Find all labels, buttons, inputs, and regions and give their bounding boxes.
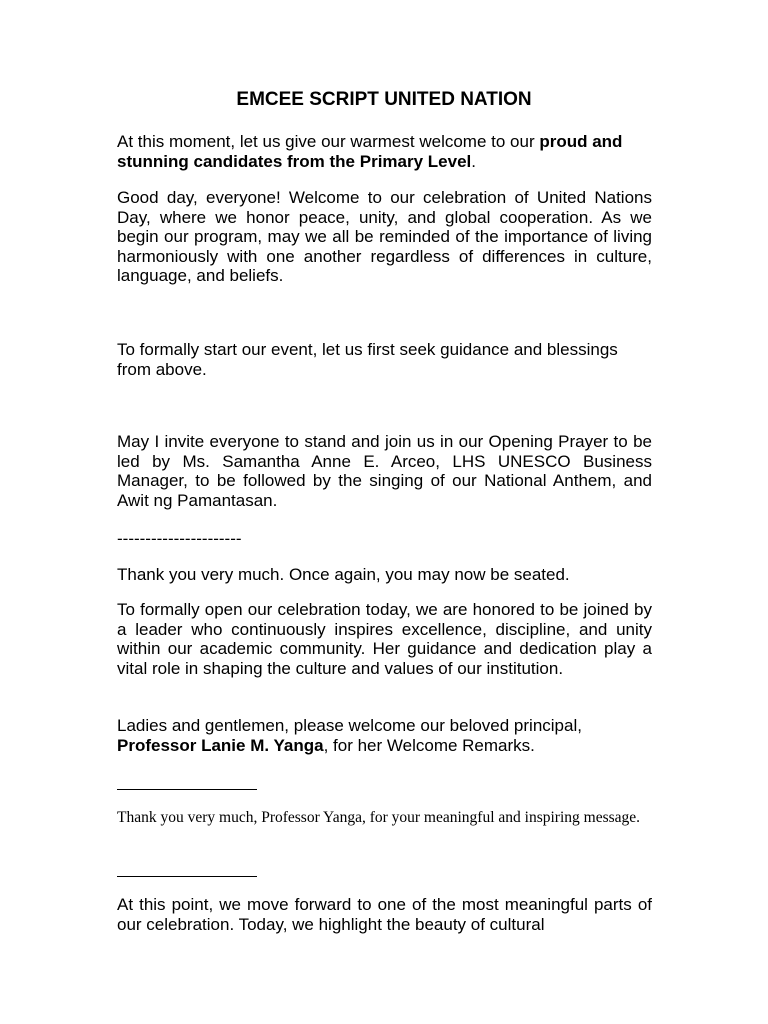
document-title: EMCEE SCRIPT UNITED NATION: [236, 89, 532, 110]
dash-separator: ----------------------: [117, 529, 242, 548]
welcome-paragraph: Good day, everyone! Welcome to our celebration of United Nations Day, where we honor peace, unity, and global cooperation. As we begin our program, may we all be reminded of the importance of living harmoniously with one another regardless of differences in culture, language, and beliefs.: [117, 188, 652, 286]
intro-end: .: [471, 151, 476, 171]
thanks-yanga-paragraph: Thank you very much, Professor Yanga, for your meaningful and inspiring message.: [117, 809, 641, 826]
principal-intro-line: Ladies and gentlemen, please welcome our beloved principal,: [117, 716, 582, 735]
principal-name-line: [117, 736, 652, 756]
guidance-paragraph: To formally start our event, let us first seek guidance and blessings from above.: [117, 340, 618, 379]
thank-you-paragraph: Thank you very much. Once again, you may now be seated.: [117, 565, 570, 584]
principal-paragraph: [117, 716, 652, 755]
principal-end: , for her Welcome Remarks.: [323, 735, 535, 755]
principal-name: Professor Lanie M. Yanga: [117, 735, 324, 755]
signature-rule-2: [117, 876, 257, 877]
open-celebration-paragraph: To formally open our celebration today, we are honored to be joined by a leader who continuously inspires excellence, discipline, and unity within our academic community. Her guidance and dedication play a vital role in shaping the culture and values of our institution.: [117, 600, 652, 678]
prayer-paragraph: May I invite everyone to stand and join us in our Opening Prayer to be led by Ms. Samantha Anne E. Arceo, LHS UNESCO Business Manager, to be followed by the singing of our National Anthem, and Awit ng Pamantasan.: [117, 432, 652, 510]
intro-paragraph: [117, 132, 652, 171]
intro-bold-text: proud and stunning candidates from the Primary Level: [117, 132, 623, 171]
intro-text: At this moment, let us give our warmest welcome to our: [117, 132, 540, 151]
signature-rule-1: [117, 789, 257, 790]
cultural-paragraph: At this point, we move forward to one of the most meaningful parts of our celebration. Today, we highlight the beauty of cultural: [117, 895, 652, 934]
